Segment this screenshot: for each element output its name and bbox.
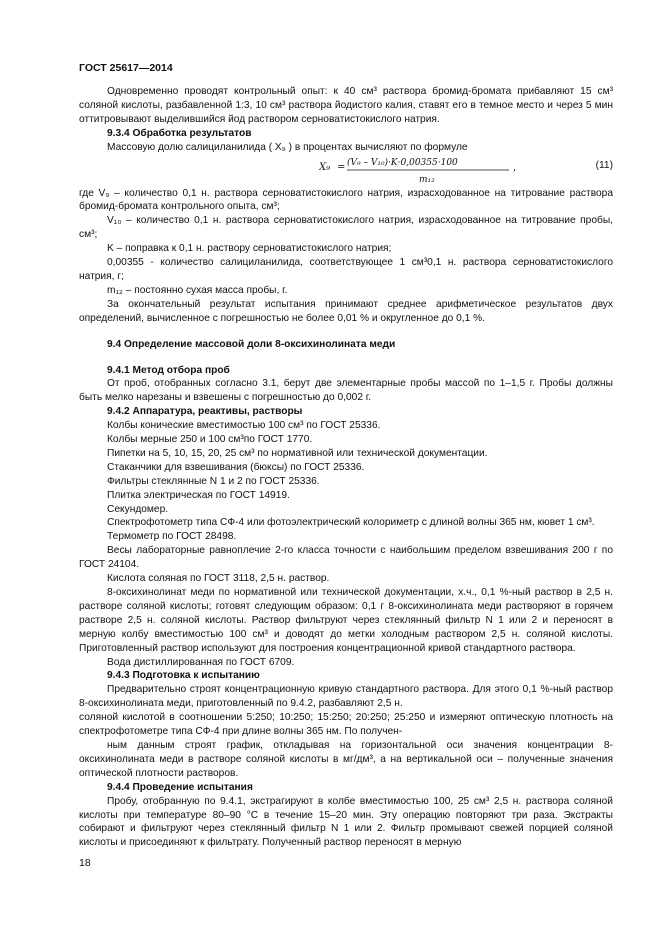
page-number: 18 [79,857,91,869]
section-9-4-3-line: ным данным строят график, откладывая на горизонтальной оси значения концентрации 8-оксихинолината меди в растворе соляной кислоты в мг/дм³, а на вертикальной оси – полученные значения оптической плотности растворов. [79,739,613,779]
section-9-4-1-text: От проб, отобранных согласно 3.1, берут две элементарные пробы массой по 1–1,5 г. Пробы должны быть мелко нарезаны и взвешены с погрешностью до 0,002 г. [79,378,613,404]
section-9-4-1-title: 9.4.1 Метод отбора проб [107,364,230,376]
section-9-4-4-title: 9.4.4 Проведение испытания [107,781,253,793]
equipment-item: Колбы конические вместимостью 100 см³ по ГОСТ 25336. [107,420,381,432]
equipment-item: Кислота соляная по ГОСТ 3118, 2,5 н. раствор. [107,573,330,585]
definition-coefficient: 0,00355 - количество салициланилида, соответствующее 1 см³0,1 н. раствора серноватистокислого натрия, г; [79,257,613,282]
formula-graphic [319,155,539,187]
equipment-item: Пипетки на 5, 10, 15, 20, 25 см³ по нормативной или технической документации. [107,447,488,459]
definition-m12: m₁₂ – постоянно сухая масса пробы, г. [107,284,288,296]
formula-denominator: m₁₂ [419,174,435,185]
equipment-item: Фильтры стеклянные N 1 и 2 по ГОСТ 25336. [107,475,320,487]
document-header: ГОСТ 25617—2014 [79,62,173,74]
section-9-4-3-title: 9.4.3 Подготовка к испытанию [107,670,260,682]
equipment-item: Секундомер. [107,503,169,515]
body-text [79,85,613,850]
section-9-4-3-line: Предварительно строят концентрационную кривую стандартного раствора. Для этого 0,1 %-ный раствор 8-оксихинолината меди, приготовленный по 9.4.2, разбавляют 2,5 н. [79,684,613,710]
section-9-4-2-title: 9.4.2 Аппаратура, реактивы, растворы [107,406,303,418]
section-9-4-title: 9.4 Определение массовой доли 8-оксихинолината меди [107,338,396,350]
definition-v10: V₁₀ – количество 0,1 н. раствора серноватистокислого натрия, израсходованное на титрование пробы, см³; [79,215,613,241]
final-result-paragraph: За окончательный результат испытания принимают среднее арифметическое результатов двух определений, вычисленное с погрешностью не более 0,01 % и округленное до 0,1 %. [79,298,613,324]
definition-v9: где V₉ – количество 0,1 н. раствора серноватистокислого натрия, израсходованное на титрование раствора бромид-бромата контрольного опыта, см³; [79,187,613,213]
formula-numerator: (V₉ – V₁₀)·K·0,00355·100 [347,157,458,168]
equipment-item: Весы лабораторные равноплечие 2-го класса точности с наибольшим пределом взвешивания 200 г по ГОСТ 24104. [79,545,613,571]
formula-number: (11) [595,159,613,171]
equipment-item: Вода дистиллированная по ГОСТ 6709. [107,656,295,668]
definition-k: K – поправка к 0,1 н. раствору серноватистокислого натрия; [107,243,392,255]
formula-lhs: X₉ [319,161,331,173]
section-9-3-4-title: 9.3.4 Обработка результатов [107,127,252,139]
section-9-4-4-text: Пробу, отобранную по 9.4.1, экстрагируют в колбе вместимостью 100, 25 см³ 2,5 н. раствора соляной кислоты при температуре 80–90 °С в течение 15–20 мин. Эту операцию повторяют три раза. Экстракты собирают и фильтруют через стеклянный фильтр N 1 или 2. Фильтр промывают свежей порцией соляной кислоты и присоединяют к фильтрату. Полученный раствор переносят в мерную [79,795,613,849]
equipment-item: Плитка электрическая по ГОСТ 14919. [107,489,290,501]
section-9-4-3-line: соляной кислотой в соотношении 5:250; 10:250; 15:250; 20:250; 25:250 и измеряют оптическую плотность на спектрофотометре типа СФ-4 при длине волны 365 нм. По получен- [79,712,613,738]
control-test-paragraph: Одновременно проводят контрольный опыт: к 40 см³ раствора бромид-бромата прибавляют 15 см³ соляной кислоты, разбавленной 1:3, 10 см³ раствора йодистого калия, ставят его в темное место и через 5 мин оттитровывают выделившийся йод раствором серноватистокислого натрия. [79,86,613,125]
equipment-item: Термометр по ГОСТ 28498. [107,531,237,543]
svg-text:=: = [337,161,346,173]
equipment-item: Стаканчики для взвешивания (бюксы) по ГОСТ 25336. [107,461,365,473]
section-9-3-4-text: Массовую долю салициланилида ( X₉ ) в процентах вычисляют по формуле [107,141,468,153]
formula-11 [79,155,613,187]
equipment-item: Колбы мерные 250 и 100 см³по ГОСТ 1770. [107,434,313,446]
equipment-item: Спектрофотометр типа СФ-4 или фотоэлектрический колориметр с длиной волны 365 нм, кювет 1 см³. [107,517,595,529]
svg-text:,: , [513,161,517,173]
equipment-item: 8-оксихинолинат меди по нормативной или технической документации, х.ч., 0,1 %-ный раствор в 2,5 н. растворе соляной кислоты; готовят следующим образом: 0,1 г 8-оксихинолината меди растворяют в горячем растворе 2,5 н. соляной кислоты. Раствор фильтруют через стеклянный фильтр N 1 или 2 и переносят в мерную колбу вместимостью 100 см³ и доводят до метки холодным раствором 2,5 н. соляной кислоты. Приготовленный раствор используют для построения концентрационной кривой стандартного раствора. [79,587,613,654]
